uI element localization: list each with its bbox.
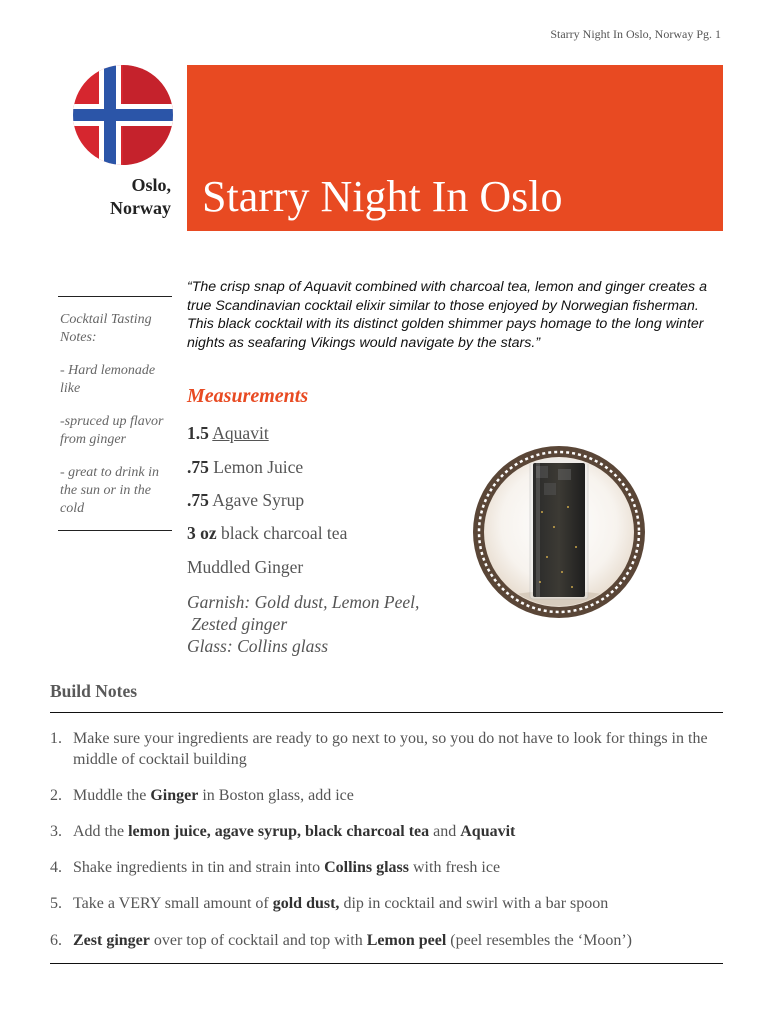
build-step [50,857,723,878]
garnish-block [187,591,467,657]
ingredient-amount: 1.5 [187,423,209,443]
build-notes-top-divider [50,712,723,713]
tasting-note-item: -spruced up flavor from ginger [60,414,164,447]
glass-line: Glass: Collins glass [187,636,328,656]
ingredient-name: Muddled Ginger [187,557,304,577]
tasting-note-item: - great to drink in the sun or in the cold [60,465,160,516]
ingredient-amount: .75 [187,490,209,510]
ingredient-row [187,423,269,444]
tasting-notes-heading: Cocktail Tasting Notes: [60,312,152,345]
build-notes-bottom-divider [50,963,723,964]
page-header-label: Starry Night In Oslo, Norway Pg. 1 [550,27,721,41]
location-city: Oslo, [131,175,171,195]
garnish-line: Garnish: Gold dust, Lemon Peel, [187,592,420,612]
ingredient-row [187,457,303,478]
garnish-line: Zested ginger [187,614,288,634]
norway-flag-icon [72,64,174,166]
build-step-text: Zest ginger over top of cocktail and top with Lemon peel (peel resembles the ‘Moon’) [73,932,632,949]
ingredient-amount: .75 [187,457,209,477]
page-title: Starry Night In Oslo [202,172,563,221]
build-step-number: 1. [50,730,62,747]
build-step [50,785,723,806]
cocktail-photo [472,417,646,647]
build-step-text: Add the lemon juice, agave syrup, black charcoal tea and Aquavit [73,823,516,840]
ingredient-name: black charcoal tea [221,523,348,543]
ingredient-row [187,490,304,511]
build-step-text: Muddle the Ginger in Boston glass, add ice [73,787,354,804]
build-step-text: Shake ingredients in tin and strain into Collins glass with fresh ice [73,859,501,876]
cocktail-quote: “The crisp snap of Aquavit combined with charcoal tea, lemon and ginger creates a true Scandinavian cocktail elixir similar to those enjoyed by Norwegian fisherman. This black cocktail with its distinct golden shimmer pays homage to the long winter nights as seafaring Vikings would navigate by the stars.” [187,279,707,351]
ingredient-name: Lemon Juice [213,457,304,477]
build-step-number: 2. [50,787,62,804]
build-step [50,893,723,914]
location-label [80,174,171,220]
sidebar-top-divider [58,296,172,297]
build-step-number: 5. [50,895,62,912]
ingredient-row [187,523,347,544]
build-notes-title: Build Notes [50,681,138,701]
sidebar-bottom-divider [58,530,172,531]
tasting-note-item: - Hard lemonade like [60,363,156,396]
build-step [50,728,723,770]
location-country: Norway [110,198,171,218]
ingredient-name: Agave Syrup [212,490,305,510]
ingredient-row [187,557,303,578]
build-step-number: 6. [50,932,62,949]
tasting-notes [60,311,172,533]
build-step [50,930,723,951]
ingredient-name: Aquavit [212,423,269,443]
build-step-text: Make sure your ingredients are ready to go next to you, so you do not have to look for things in the middle of cocktail building [73,730,708,768]
ingredient-amount: 3 oz [187,523,217,543]
build-step-number: 4. [50,859,62,876]
build-step-number: 3. [50,823,62,840]
build-step-text: Take a VERY small amount of gold dust, dip in cocktail and swirl with a bar spoon [73,895,609,912]
build-step [50,821,723,842]
title-banner [187,65,723,231]
measurements-title: Measurements [187,385,309,407]
